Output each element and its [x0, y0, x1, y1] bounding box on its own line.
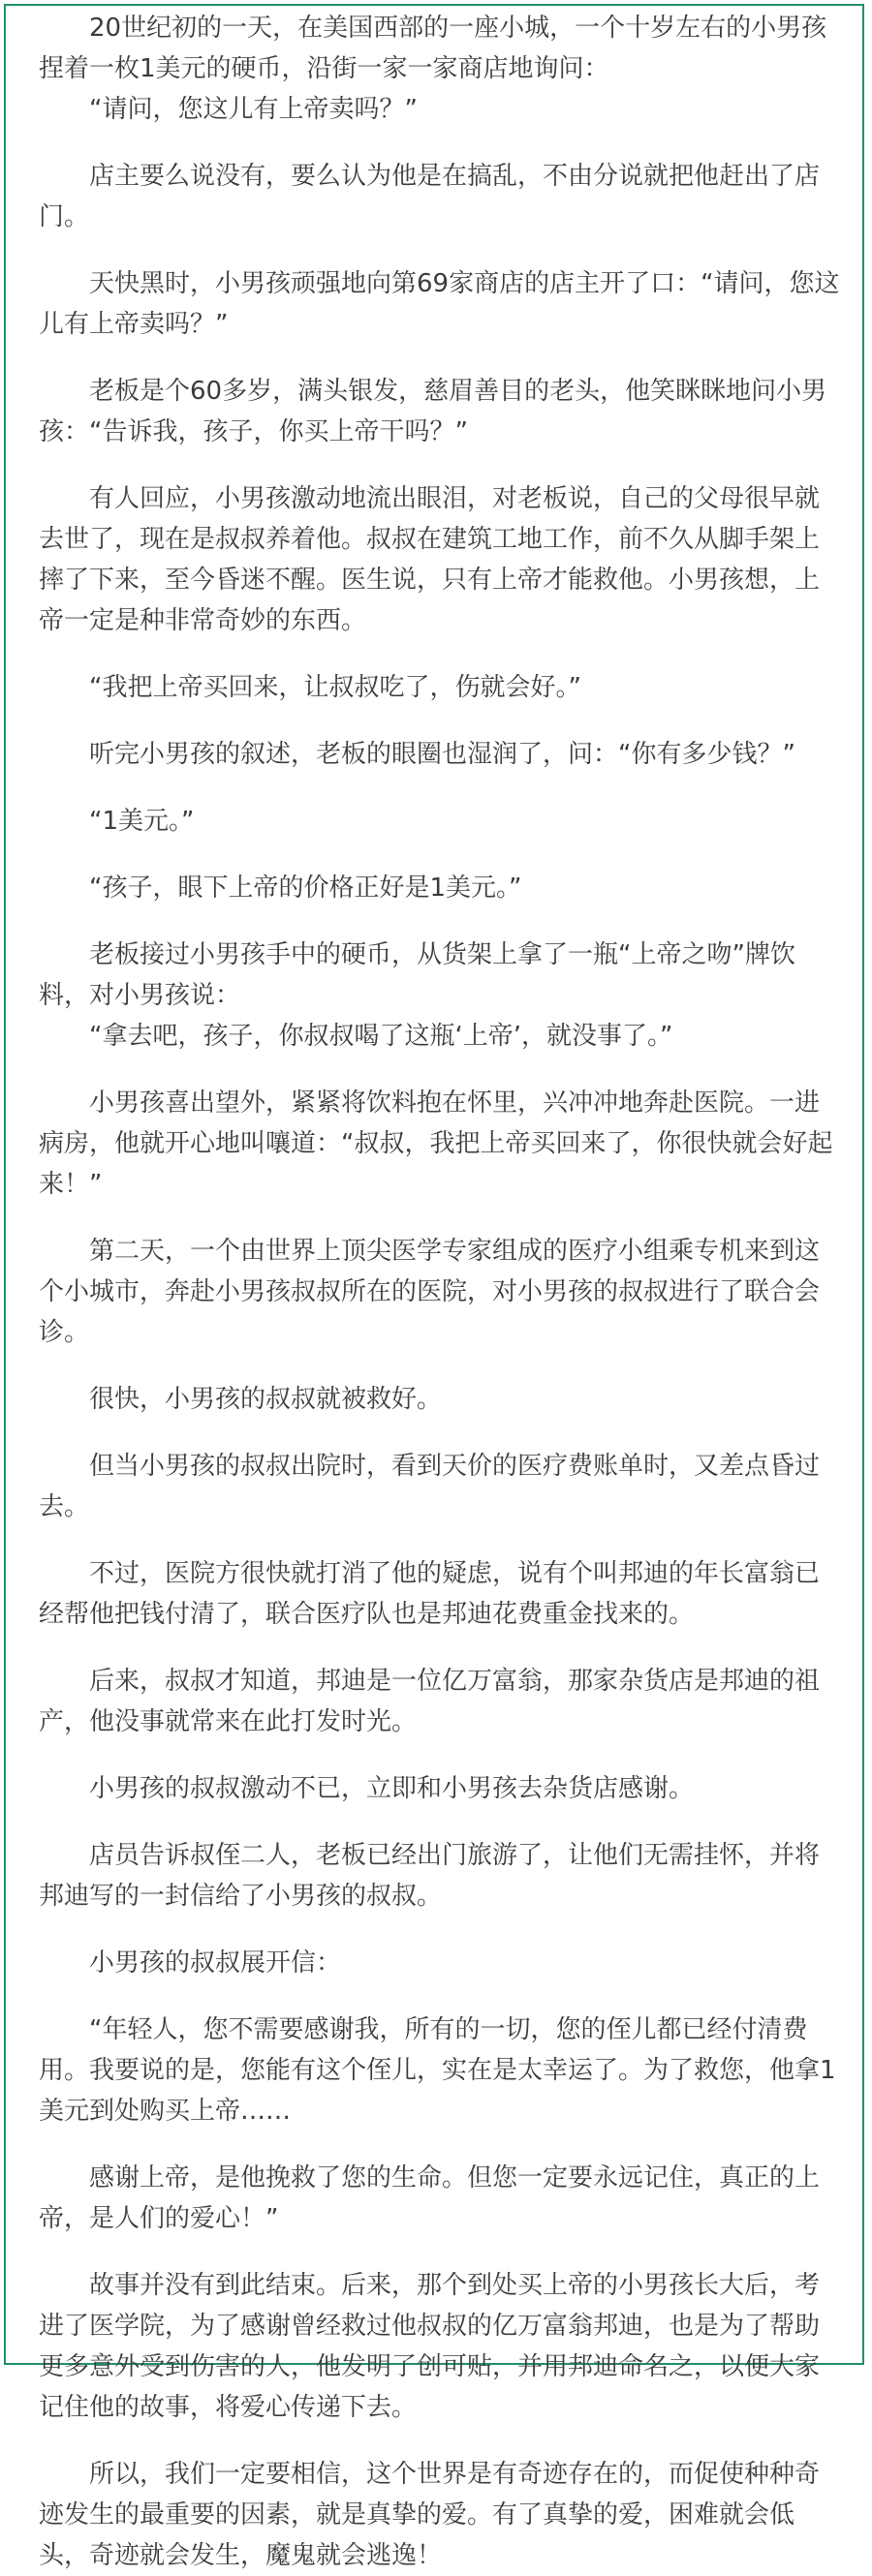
paragraph: 所以，我们一定要相信，这个世界是有奇迹存在的，而促使种种奇迹发生的最重要的因素，就是真挚的爱。有了真挚的爱，困难就会低头，奇迹就会发生，魔鬼就会逃逸！	[39, 2460, 821, 2570]
paragraph: 店主要么说没有，要么认为他是在搞乱，不由分说就把他赶出了店门。	[39, 162, 821, 231]
paragraph: 小男孩喜出望外，紧紧将饮料抱在怀里，兴冲冲地奔赴医院。一进病房，他就开心地叫嚷道：“叔叔，我把上帝买回来了，你很快就会好起来！”	[39, 1089, 833, 1199]
paragraph: 小男孩的叔叔展开信：	[89, 1948, 342, 1978]
article-body	[39, 6, 843, 2576]
paragraph: “请问，您这儿有上帝卖吗？”	[89, 95, 418, 124]
paragraph: 有人回应，小男孩激动地流出眼泪，对老板说，自己的父母很早就去世了，现在是叔叔养着他。叔叔在建筑工地工作，前不久从脚手架上摔了下来，至今昏迷不醒。医生说，只有上帝才能救他。小男孩想，上帝一定是种非常奇妙的东西。	[39, 484, 821, 635]
paragraph: 老板是个60多岁，满头银发，慈眉善目的老头，他笑眯眯地问小男孩：“告诉我，孩子，你买上帝干吗？”	[39, 377, 827, 446]
paragraph: “孩子，眼下上帝的价格正好是1美元。”	[89, 874, 522, 903]
paragraph: 听完小男孩的叙述，老板的眼圈也湿润了，问：“你有多少钱？”	[89, 740, 795, 769]
paragraph: “我把上帝买回来，让叔叔吃了，伤就会好。”	[89, 673, 581, 702]
paragraph: 20世纪初的一天，在美国西部的一座小城，一个十岁左右的小男孩捏着一枚1美元的硬币，沿街一家一家商店地询问：	[39, 14, 827, 83]
paragraph: “年轻人，您不需要感谢我，所有的一切，您的侄儿都已经付清费用。我要说的是，您能有这个侄儿，实在是太幸运了。为了救您，他拿1美元到处购买上帝……	[39, 2015, 836, 2126]
paragraph: 故事并没有到此结束。后来，那个到处买上帝的小男孩长大后，考进了医学院，为了感谢曾经救过他叔叔的亿万富翁邦迪，也是为了帮助更多意外受到伤害的人，他发明了创可贴，并用邦迪命名之，以便大家记住他的故事，将爱心传递下去。	[39, 2271, 821, 2422]
paragraph: 天快黑时，小男孩顽强地向第69家商店的店主开了口：“请问，您这儿有上帝卖吗？”	[39, 269, 840, 339]
paragraph: “拿去吧，孩子，你叔叔喝了这瓶‘上帝’，就没事了。”	[89, 1022, 673, 1051]
paragraph: 第二天，一个由世界上顶尖医学专家组成的医疗小组乘专机来到这个小城市，奔赴小男孩叔叔所在的医院，对小男孩的叔叔进行了联合会诊。	[39, 1237, 821, 1347]
paragraph: 老板接过小男孩手中的硬币，从货架上拿了一瓶“上帝之吻”牌饮料，对小男孩说：	[39, 940, 795, 1010]
article-frame	[4, 4, 864, 2570]
paragraph: 小男孩的叔叔激动不已，立即和小男孩去杂货店感谢。	[89, 1774, 695, 1803]
paragraph: 后来，叔叔才知道，邦迪是一位亿万富翁，那家杂货店是邦迪的祖产，他没事就常来在此打发时光。	[39, 1667, 821, 1736]
paragraph: “1美元。”	[89, 807, 195, 836]
paragraph: 感谢上帝，是他挽救了您的生命。但您一定要永远记住，真正的上帝，是人们的爱心！”	[39, 2163, 821, 2233]
paragraph: 但当小男孩的叔叔出院时，看到天价的医疗费账单时，又差点昏过去。	[39, 1452, 821, 1521]
paragraph: 不过，医院方很快就打消了他的疑虑，说有个叫邦迪的年长富翁已经帮他把钱付清了，联合医疗队也是邦迪花费重金找来的。	[39, 1559, 821, 1629]
paragraph: 店员告诉叔侄二人，老板已经出门旅游了，让他们无需挂怀，并将邦迪写的一封信给了小男孩的叔叔。	[39, 1841, 821, 1911]
paragraph: 很快，小男孩的叔叔就被救好。	[89, 1385, 443, 1414]
